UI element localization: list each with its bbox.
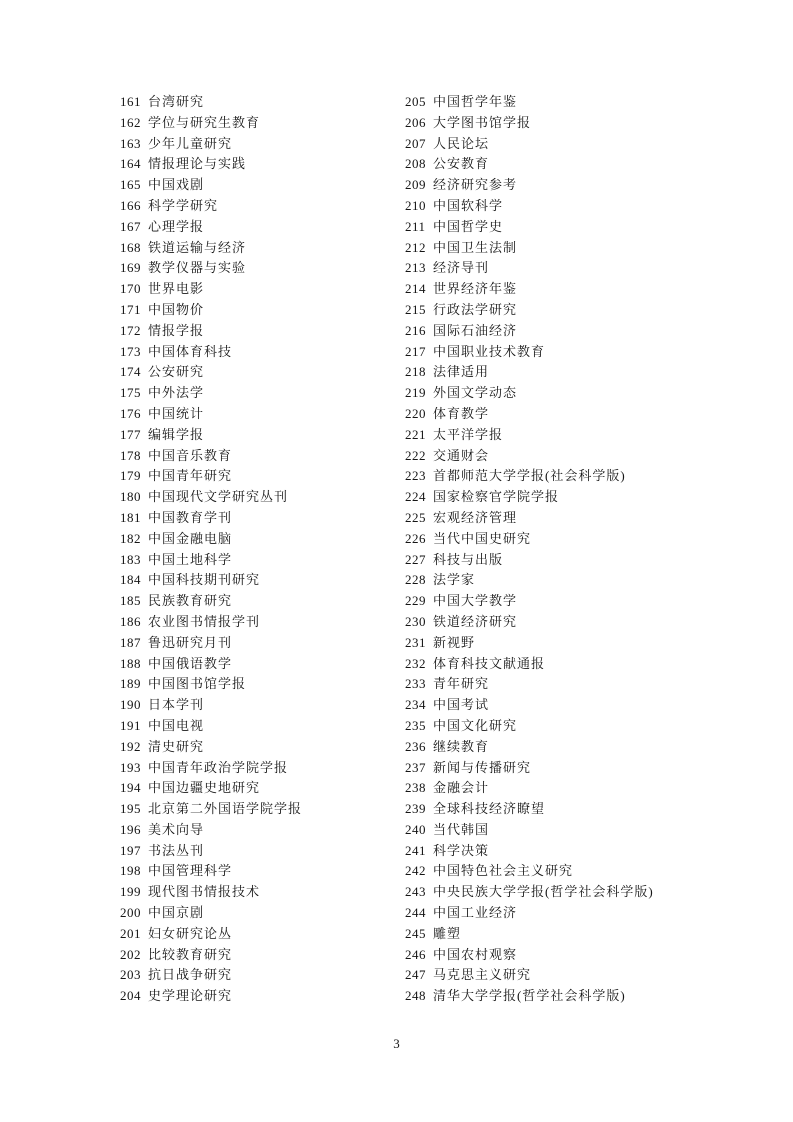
item-title: 书法丛刊 bbox=[148, 842, 205, 858]
item-title: 鲁迅研究月刊 bbox=[148, 634, 233, 650]
item-title: 公安研究 bbox=[148, 364, 205, 380]
item-title: 铁道经济研究 bbox=[433, 613, 518, 629]
item-title: 少年儿童研究 bbox=[148, 135, 233, 151]
item-number: 209 bbox=[405, 177, 426, 193]
item-number: 232 bbox=[405, 655, 426, 671]
item-number: 201 bbox=[120, 925, 141, 941]
item-title: 当代中国史研究 bbox=[433, 530, 532, 546]
item-title: 铁道运输与经济 bbox=[148, 239, 247, 255]
list-item bbox=[120, 175, 302, 196]
item-title: 中国卫生法制 bbox=[433, 239, 518, 255]
item-title: 新视野 bbox=[433, 634, 476, 650]
page-number: 3 bbox=[393, 1036, 400, 1051]
item-title: 全球科技经济瞭望 bbox=[433, 801, 546, 817]
list-item bbox=[120, 550, 302, 571]
list-item bbox=[405, 404, 654, 425]
list-item bbox=[405, 570, 654, 591]
item-number: 199 bbox=[120, 884, 141, 900]
item-title: 继续教育 bbox=[433, 738, 490, 754]
list-item bbox=[120, 529, 302, 550]
item-title: 教学仪器与实验 bbox=[148, 260, 247, 276]
list-item bbox=[405, 529, 654, 550]
item-title: 清华大学学报(哲学社会科学版) bbox=[433, 988, 626, 1004]
item-number: 193 bbox=[120, 759, 141, 775]
item-title: 史学理论研究 bbox=[148, 988, 233, 1004]
item-number: 215 bbox=[405, 301, 426, 317]
list-item bbox=[120, 986, 302, 1007]
item-number: 240 bbox=[405, 821, 426, 837]
item-number: 220 bbox=[405, 405, 426, 421]
list-item bbox=[405, 300, 654, 321]
item-title: 当代韩国 bbox=[433, 821, 490, 837]
journal-list-column-left bbox=[120, 92, 302, 1007]
list-item bbox=[120, 425, 302, 446]
item-title: 世界电影 bbox=[148, 281, 205, 297]
item-number: 181 bbox=[120, 509, 141, 525]
item-number: 219 bbox=[405, 385, 426, 401]
item-title: 中国戏剧 bbox=[148, 177, 205, 193]
item-title: 学位与研究生教育 bbox=[148, 114, 261, 130]
list-item bbox=[405, 466, 654, 487]
item-title: 科学学研究 bbox=[148, 197, 219, 213]
item-number: 216 bbox=[405, 322, 426, 338]
list-item bbox=[120, 820, 302, 841]
item-number: 192 bbox=[120, 738, 141, 754]
list-item bbox=[405, 861, 654, 882]
list-item bbox=[120, 633, 302, 654]
item-number: 172 bbox=[120, 322, 141, 338]
item-title: 中央民族大学学报(哲学社会科学版) bbox=[433, 884, 654, 900]
list-item bbox=[405, 778, 654, 799]
list-item bbox=[405, 446, 654, 467]
item-number: 189 bbox=[120, 676, 141, 692]
item-title: 新闻与传播研究 bbox=[433, 759, 532, 775]
item-title: 中国京剧 bbox=[148, 905, 205, 921]
item-number: 163 bbox=[120, 135, 141, 151]
item-number: 203 bbox=[120, 967, 141, 983]
list-item bbox=[405, 362, 654, 383]
item-title: 中国特色社会主义研究 bbox=[433, 863, 574, 879]
list-item bbox=[120, 446, 302, 467]
item-title: 中国俄语教学 bbox=[148, 655, 233, 671]
item-number: 245 bbox=[405, 925, 426, 941]
item-number: 243 bbox=[405, 884, 426, 900]
item-title: 北京第二外国语学院学报 bbox=[148, 801, 303, 817]
item-number: 166 bbox=[120, 197, 141, 213]
item-title: 外国文学动态 bbox=[433, 385, 518, 401]
item-title: 比较教育研究 bbox=[148, 946, 233, 962]
list-item bbox=[120, 799, 302, 820]
list-item bbox=[120, 903, 302, 924]
item-title: 中国文化研究 bbox=[433, 717, 518, 733]
item-title: 中外法学 bbox=[148, 385, 205, 401]
item-title: 中国职业技术教育 bbox=[433, 343, 546, 359]
item-number: 176 bbox=[120, 405, 141, 421]
item-number: 222 bbox=[405, 447, 426, 463]
item-number: 241 bbox=[405, 842, 426, 858]
list-item bbox=[120, 300, 302, 321]
item-title: 体育教学 bbox=[433, 405, 490, 421]
item-title: 国家检察官学院学报 bbox=[433, 489, 560, 505]
item-number: 226 bbox=[405, 530, 426, 546]
list-item bbox=[120, 154, 302, 175]
list-item bbox=[120, 508, 302, 529]
item-title: 经济研究参考 bbox=[433, 177, 518, 193]
item-number: 247 bbox=[405, 967, 426, 983]
list-item bbox=[405, 175, 654, 196]
item-number: 229 bbox=[405, 593, 426, 609]
item-number: 186 bbox=[120, 613, 141, 629]
item-title: 中国哲学年鉴 bbox=[433, 94, 518, 109]
item-number: 161 bbox=[120, 94, 141, 109]
item-title: 中国教育学刊 bbox=[148, 509, 233, 525]
list-item bbox=[120, 882, 302, 903]
item-title: 中国管理科学 bbox=[148, 863, 233, 879]
item-title: 马克思主义研究 bbox=[433, 967, 532, 983]
list-item bbox=[120, 965, 302, 986]
item-number: 200 bbox=[120, 905, 141, 921]
item-title: 中国边疆史地研究 bbox=[148, 780, 261, 796]
item-title: 现代图书情报技术 bbox=[148, 884, 261, 900]
item-title: 台湾研究 bbox=[148, 94, 205, 109]
item-number: 198 bbox=[120, 863, 141, 879]
item-title: 日本学刊 bbox=[148, 697, 205, 713]
item-number: 235 bbox=[405, 717, 426, 733]
list-item bbox=[405, 737, 654, 758]
item-title: 公安教育 bbox=[433, 156, 490, 172]
list-item bbox=[120, 134, 302, 155]
item-number: 233 bbox=[405, 676, 426, 692]
list-item bbox=[120, 92, 302, 113]
item-title: 法学家 bbox=[433, 572, 476, 588]
item-number: 246 bbox=[405, 946, 426, 962]
item-number: 168 bbox=[120, 239, 141, 255]
list-item bbox=[120, 591, 302, 612]
item-number: 237 bbox=[405, 759, 426, 775]
list-item bbox=[120, 841, 302, 862]
item-title: 中国体育科技 bbox=[148, 343, 233, 359]
item-title: 行政法学研究 bbox=[433, 301, 518, 317]
item-number: 204 bbox=[120, 988, 141, 1004]
item-number: 231 bbox=[405, 634, 426, 650]
item-number: 197 bbox=[120, 842, 141, 858]
list-item bbox=[405, 154, 654, 175]
list-item bbox=[120, 404, 302, 425]
item-title: 中国科技期刊研究 bbox=[148, 572, 261, 588]
list-item bbox=[120, 924, 302, 945]
list-item bbox=[405, 945, 654, 966]
list-item bbox=[405, 986, 654, 1007]
item-title: 抗日战争研究 bbox=[148, 967, 233, 983]
list-item bbox=[405, 965, 654, 986]
list-item bbox=[405, 820, 654, 841]
list-item bbox=[120, 570, 302, 591]
item-number: 221 bbox=[405, 426, 426, 442]
list-item bbox=[120, 612, 302, 633]
item-number: 242 bbox=[405, 863, 426, 879]
list-item bbox=[120, 217, 302, 238]
item-number: 217 bbox=[405, 343, 426, 359]
item-title: 中国工业经济 bbox=[433, 905, 518, 921]
list-item bbox=[120, 674, 302, 695]
item-title: 美术向导 bbox=[148, 821, 205, 837]
item-number: 195 bbox=[120, 801, 141, 817]
list-item bbox=[120, 945, 302, 966]
item-number: 182 bbox=[120, 530, 141, 546]
item-title: 体育科技文献通报 bbox=[433, 655, 546, 671]
list-item bbox=[405, 550, 654, 571]
list-item bbox=[405, 196, 654, 217]
item-title: 中国统计 bbox=[148, 405, 205, 421]
item-number: 196 bbox=[120, 821, 141, 837]
item-number: 183 bbox=[120, 551, 141, 567]
item-number: 175 bbox=[120, 385, 141, 401]
item-number: 167 bbox=[120, 218, 141, 234]
item-number: 171 bbox=[120, 301, 141, 317]
list-item bbox=[405, 321, 654, 342]
item-title: 民族教育研究 bbox=[148, 593, 233, 609]
item-number: 213 bbox=[405, 260, 426, 276]
item-number: 170 bbox=[120, 281, 141, 297]
list-item bbox=[405, 487, 654, 508]
list-item bbox=[405, 342, 654, 363]
item-number: 224 bbox=[405, 489, 426, 505]
item-title: 科技与出版 bbox=[433, 551, 504, 567]
list-item bbox=[120, 321, 302, 342]
list-item bbox=[120, 778, 302, 799]
item-number: 184 bbox=[120, 572, 141, 588]
item-title: 大学图书馆学报 bbox=[433, 114, 532, 130]
list-item bbox=[405, 134, 654, 155]
item-title: 中国音乐教育 bbox=[148, 447, 233, 463]
list-item bbox=[120, 196, 302, 217]
list-item bbox=[120, 342, 302, 363]
item-number: 205 bbox=[405, 94, 426, 109]
journal-list-column-right bbox=[405, 92, 654, 1007]
item-number: 173 bbox=[120, 343, 141, 359]
list-item bbox=[405, 217, 654, 238]
item-number: 227 bbox=[405, 551, 426, 567]
item-number: 212 bbox=[405, 239, 426, 255]
item-number: 194 bbox=[120, 780, 141, 796]
item-title: 世界经济年鉴 bbox=[433, 281, 518, 297]
list-item bbox=[405, 591, 654, 612]
list-item bbox=[120, 716, 302, 737]
item-title: 中国电视 bbox=[148, 717, 205, 733]
item-title: 人民论坛 bbox=[433, 135, 490, 151]
list-item bbox=[405, 841, 654, 862]
item-number: 202 bbox=[120, 946, 141, 962]
list-item bbox=[405, 674, 654, 695]
item-title: 中国软科学 bbox=[433, 197, 504, 213]
item-number: 228 bbox=[405, 572, 426, 588]
item-title: 中国土地科学 bbox=[148, 551, 233, 567]
item-number: 174 bbox=[120, 364, 141, 380]
list-item bbox=[405, 425, 654, 446]
list-item bbox=[405, 279, 654, 300]
item-title: 情报学报 bbox=[148, 322, 205, 338]
list-item bbox=[405, 113, 654, 134]
item-title: 情报理论与实践 bbox=[148, 156, 247, 172]
list-item bbox=[120, 695, 302, 716]
item-title: 中国考试 bbox=[433, 697, 490, 713]
list-item bbox=[120, 238, 302, 259]
item-number: 208 bbox=[405, 156, 426, 172]
item-number: 169 bbox=[120, 260, 141, 276]
item-title: 宏观经济管理 bbox=[433, 509, 518, 525]
list-item bbox=[120, 113, 302, 134]
item-number: 238 bbox=[405, 780, 426, 796]
list-item bbox=[405, 882, 654, 903]
list-item bbox=[405, 716, 654, 737]
item-title: 中国图书馆学报 bbox=[148, 676, 247, 692]
item-title: 青年研究 bbox=[433, 676, 490, 692]
item-number: 187 bbox=[120, 634, 141, 650]
item-title: 心理学报 bbox=[148, 218, 205, 234]
list-item bbox=[405, 758, 654, 779]
list-item bbox=[120, 654, 302, 675]
item-number: 234 bbox=[405, 697, 426, 713]
item-title: 雕塑 bbox=[433, 925, 462, 941]
item-number: 179 bbox=[120, 468, 141, 484]
item-title: 中国现代文学研究丛刊 bbox=[148, 489, 289, 505]
list-item bbox=[405, 924, 654, 945]
item-number: 248 bbox=[405, 988, 426, 1004]
item-title: 太平洋学报 bbox=[433, 426, 504, 442]
list-item bbox=[405, 238, 654, 259]
item-title: 科学决策 bbox=[433, 842, 490, 858]
list-item bbox=[405, 903, 654, 924]
list-item bbox=[405, 654, 654, 675]
list-item bbox=[120, 466, 302, 487]
item-number: 185 bbox=[120, 593, 141, 609]
list-item bbox=[120, 279, 302, 300]
item-number: 239 bbox=[405, 801, 426, 817]
item-number: 214 bbox=[405, 281, 426, 297]
item-number: 211 bbox=[405, 218, 426, 234]
list-item bbox=[405, 383, 654, 404]
list-item bbox=[405, 508, 654, 529]
item-title: 中国青年研究 bbox=[148, 468, 233, 484]
item-number: 188 bbox=[120, 655, 141, 671]
item-title: 编辑学报 bbox=[148, 426, 205, 442]
item-number: 225 bbox=[405, 509, 426, 525]
list-item bbox=[405, 633, 654, 654]
list-item bbox=[120, 258, 302, 279]
list-item bbox=[405, 695, 654, 716]
list-item bbox=[120, 737, 302, 758]
item-number: 210 bbox=[405, 197, 426, 213]
item-title: 国际石油经济 bbox=[433, 322, 518, 338]
list-item bbox=[120, 758, 302, 779]
item-number: 223 bbox=[405, 468, 426, 484]
list-item bbox=[405, 258, 654, 279]
item-number: 244 bbox=[405, 905, 426, 921]
item-title: 中国物价 bbox=[148, 301, 205, 317]
item-title: 中国哲学史 bbox=[433, 218, 504, 234]
item-title: 金融会计 bbox=[433, 780, 490, 796]
item-number: 206 bbox=[405, 114, 426, 130]
item-number: 165 bbox=[120, 177, 141, 193]
list-item bbox=[405, 612, 654, 633]
item-title: 农业图书情报学刊 bbox=[148, 613, 261, 629]
item-number: 207 bbox=[405, 135, 426, 151]
list-item bbox=[120, 487, 302, 508]
item-title: 经济导刊 bbox=[433, 260, 490, 276]
list-item bbox=[120, 362, 302, 383]
item-number: 180 bbox=[120, 489, 141, 505]
item-number: 177 bbox=[120, 426, 141, 442]
item-number: 218 bbox=[405, 364, 426, 380]
item-title: 首都师范大学学报(社会科学版) bbox=[433, 468, 626, 484]
item-number: 230 bbox=[405, 613, 426, 629]
item-number: 164 bbox=[120, 156, 141, 172]
item-title: 交通财会 bbox=[433, 447, 490, 463]
item-number: 236 bbox=[405, 738, 426, 754]
item-number: 162 bbox=[120, 114, 141, 130]
item-title: 法律适用 bbox=[433, 364, 490, 380]
list-item bbox=[120, 861, 302, 882]
item-number: 191 bbox=[120, 717, 141, 733]
list-item bbox=[120, 383, 302, 404]
item-title: 妇女研究论丛 bbox=[148, 925, 233, 941]
item-number: 178 bbox=[120, 447, 141, 463]
list-item bbox=[405, 92, 654, 113]
item-title: 中国金融电脑 bbox=[148, 530, 233, 546]
list-item bbox=[405, 799, 654, 820]
item-title: 中国青年政治学院学报 bbox=[148, 759, 289, 775]
item-number: 190 bbox=[120, 697, 141, 713]
item-title: 清史研究 bbox=[148, 738, 205, 754]
item-title: 中国大学教学 bbox=[433, 593, 518, 609]
item-title: 中国农村观察 bbox=[433, 946, 518, 962]
